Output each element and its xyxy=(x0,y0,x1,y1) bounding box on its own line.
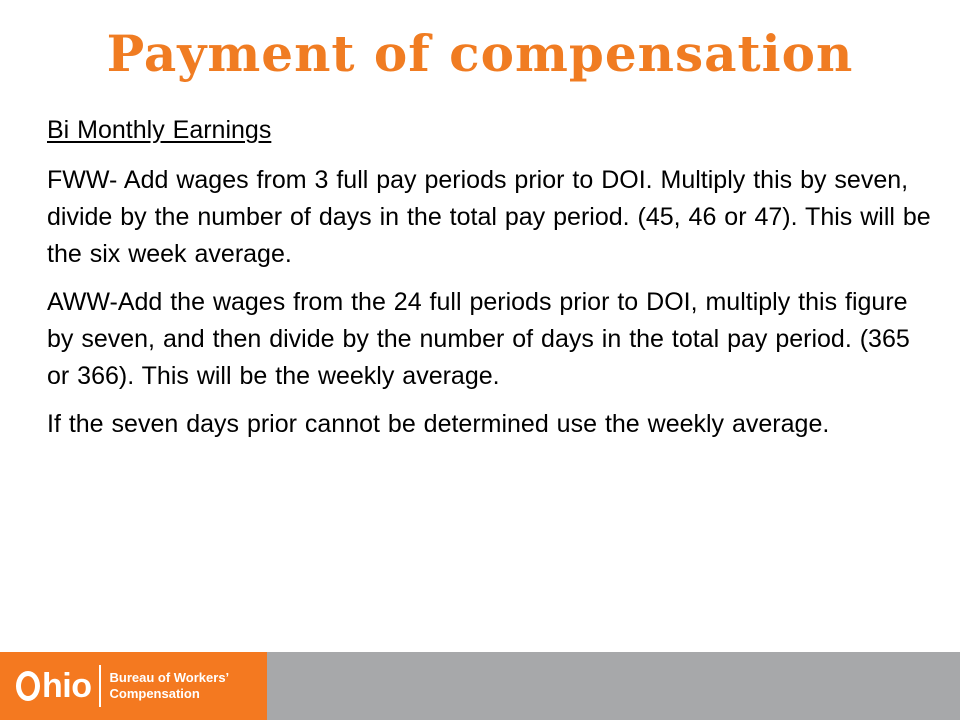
slide-body xyxy=(47,112,937,454)
paragraph-fww: FWW- Add wages from 3 full pay periods prior to DOI. Multiply this by seven, divide by the number of days in the total pay period. (45, 46 or 47). This will be the six week average. xyxy=(47,166,931,268)
ohio-wordmark-text: hio xyxy=(42,666,92,705)
bwc-logo xyxy=(0,652,267,720)
slide-title: Payment of compensation xyxy=(106,24,854,83)
paragraph-seven-days: If the seven days prior cannot be determined use the weekly average. xyxy=(47,410,830,438)
footer-bar xyxy=(0,652,960,720)
agency-name-line2: Compensation xyxy=(109,686,200,701)
subheading: Bi Monthly Earnings xyxy=(47,116,272,144)
paragraph-aww: AWW-Add the wages from the 24 full periods prior to DOI, multiply this figure by seven, and then divide by the number of days in the total pay period. (365 or 366). This will be the weekly average. xyxy=(47,288,910,390)
ohio-o-icon xyxy=(16,671,40,701)
ohio-wordmark xyxy=(16,667,91,706)
agency-name xyxy=(109,670,229,702)
agency-name-line1: Bureau of Workers’ xyxy=(109,670,230,685)
logo-divider xyxy=(99,665,101,707)
